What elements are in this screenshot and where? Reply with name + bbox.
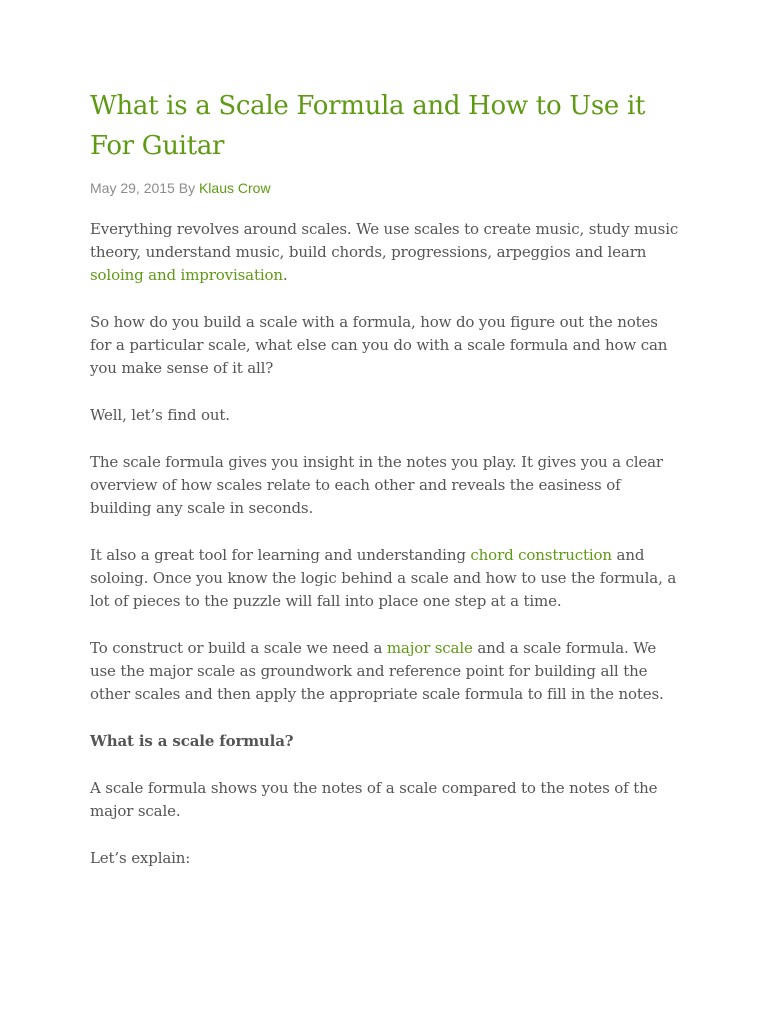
article-body	[90, 218, 682, 870]
section-heading: What is a scale formula?	[90, 732, 294, 750]
paragraph-text: Everything revolves around scales. We use scales to create music, study music theory, understand music, build chords, progressions, arpeggios and learn	[90, 220, 679, 261]
paragraph-text: To construct or build a scale we need a	[90, 639, 387, 657]
paragraph: The scale formula gives you insight in the notes you play. It gives you a clear overview of how scales relate to each other and reveals the easiness of building any scale in seconds.	[90, 453, 663, 517]
major-scale-link[interactable]: major scale	[386, 639, 473, 657]
byline-prefix: By	[178, 180, 196, 196]
post-date: May 29, 2015	[90, 180, 175, 196]
paragraph: A scale formula shows you the notes of a scale compared to the notes of the major scale.	[90, 779, 658, 820]
author-link[interactable]: Klaus Crow	[198, 180, 271, 196]
article	[90, 86, 682, 894]
paragraph: Let’s explain:	[90, 849, 191, 867]
paragraph	[90, 544, 682, 613]
paragraph-text: .	[282, 266, 288, 284]
article-meta	[90, 179, 682, 197]
soloing-improvisation-link[interactable]: soloing and improvisation	[90, 266, 283, 284]
paragraph	[90, 218, 682, 287]
article-title: What is a Scale Formula and How to Use it For Guitar	[90, 91, 646, 161]
paragraph: So how do you build a scale with a formula, how do you figure out the notes for a particular scale, what else can you do with a scale formula and how can you make sense of it all?	[90, 313, 668, 377]
paragraph: Well, let’s find out.	[90, 406, 230, 424]
paragraph-text: It also a great tool for learning and understanding	[90, 546, 471, 564]
chord-construction-link[interactable]: chord construction	[470, 546, 612, 564]
paragraph-text: and soloing. Once you know the logic behind a scale and how to use the formula, a lot of pieces to the puzzle will fall into place one step at a time.	[90, 546, 677, 610]
paragraph-text: and a scale formula. We use the major scale as groundwork and reference point for building all the other scales and then apply the appropriate scale formula to fill in the notes.	[90, 639, 664, 703]
paragraph	[90, 637, 682, 706]
